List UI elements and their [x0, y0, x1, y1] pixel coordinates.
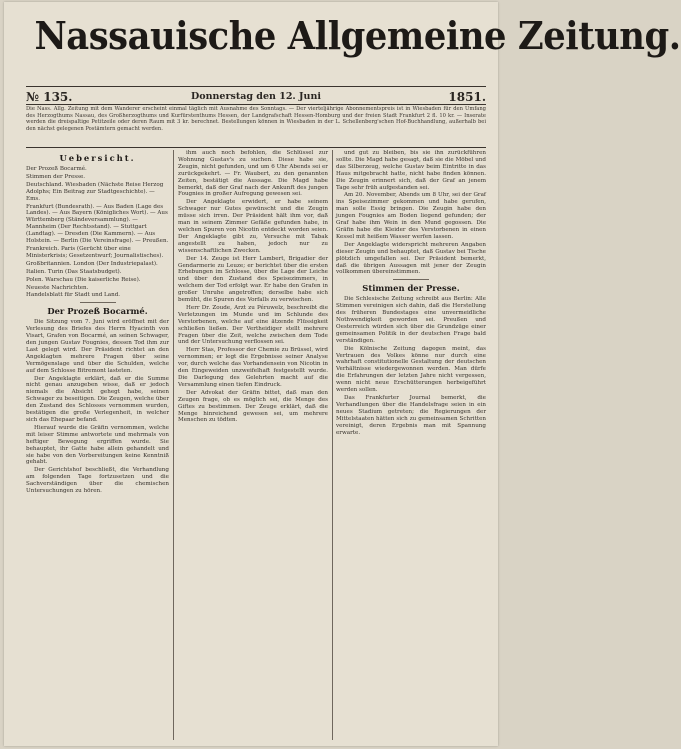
article-paragraph: Das Frankfurter Journal bemerkt, die Verhandlungen über die Handelsfrage seien in ein neues Stadium getreten; die Regierungen der Mittelstaaten hätten sich zu gemeinsamen Schritten vereinigt, deren Ergebnis man mit Spannung erwarte.: [336, 395, 486, 436]
overview-title: Uebersicht.: [59, 153, 136, 163]
article-paragraph: Am 20. November, Abends um 8 Uhr, sei der Graf ins Speisezimmer gekommen und habe gerufen, man solle Essig bringen. Die Zeugin habe den jungen Fougnies am Boden liegend gefunden; der Graf habe ihm Wein in den Mund gegossen. Die Gräfin habe die Kleider des Verstorbenen in einen Kessel mit heißem Wasser werfen lassen.: [336, 192, 486, 240]
toc-item: Stimmen der Presse.: [26, 173, 86, 180]
article-paragraph: Der Angeklagte erwidert, er habe seinem Schwager nur Gutes gewünscht und die Zeugin müsse sich irren. Der Präsident hält ihm vor, daß man in seinem Zimmer Gefäße gefunden habe, in welchen Spuren von Nicotin entdeckt worden seien. Der Angeklagte gibt zu, Versuche mit Tabak angestellt zu haben, jedoch nur zu wissenschaftlichen Zwecken.: [178, 199, 328, 254]
issue-date: Donnerstag den 12. Juni: [191, 91, 321, 102]
columns-rule: [26, 147, 486, 148]
article-title-bocarme: Der Prozeß Bocarmé.: [47, 306, 148, 317]
toc-item: Deutschland. Wiesbaden (Nächste Reise Herzog Adolphs; Ein Beitrag zur Stadtgeschichte). — Ems.: [26, 181, 164, 202]
article-paragraph: Die Schlesische Zeitung schreibt aus Berlin: Alle Stimmen vereinigen sich dahin, daß die Herstellung des früheren Bundestages eine unvermeidliche Nothwendigkeit geworden sei. Preußen und Oesterreich würden sich über die Grundzüge einer gemeinsamen Politik in der deutschen Frage bald verständigen.: [336, 296, 486, 344]
toc-item: Neueste Nachrichten.: [26, 284, 89, 291]
newspaper-page: [4, 2, 681, 746]
article-paragraph: Herr Dr. Zoude, Arzt zu Péruwelz, beschreibt die Verletzungen im Munde und im Schlunde des Verstorbenen, welche auf eine ätzende Flüssigkeit schließen ließen. Der Vertheidiger stellt mehrere Fragen über die Zeit, welche zwischen dem Tode und der Untersuchung verflossen sei.: [178, 304, 328, 346]
column-separator-2: [332, 150, 333, 740]
article-paragraph: Der Angeklagte widerspricht mehreren Angaben dieser Zeugin und behauptet, daß Gustav bei Tische plötzlich umgefallen sei. Der Präsident bemerkt, daß die übrigen Aussagen mit jener der Zeugin vollkommen übereinstimmen.: [336, 241, 486, 276]
column-separator-1: [173, 150, 174, 740]
toc-item: Der Prozeß Bocarmé.: [26, 166, 87, 172]
article-title-press: Stimmen der Presse.: [362, 283, 460, 294]
column-1: [26, 150, 169, 740]
article-paragraph: und gut zu bleiben, bis sie ihn zurückführen sollte. Die Magd habe gesagt, daß sie die Möbel und das Silberzeug, welche Gustav beim Eintritte in das Haus mitgebracht hatte, nicht habe finden können. Die Zeugin erinnert sich, daß der Graf an jenem Tage sehr früh aufgestanden sei.: [336, 150, 486, 191]
issue-number: № 135.: [26, 90, 73, 104]
article-paragraph: ihm auch noch befohlen, die Schlüssel zur Wohnung Gustav's zu suchen. Diese habe sie, Zeugin, nicht gefunden, und um 6 Uhr Abends sei er zurückgekehrt. — Fr. Waubert, zu den genannten Zeiten, bestätigt die Aussage. Die Magd habe bemerkt, daß der Graf nach der Ankunft des jungen Fougnies in großer Aufregung gewesen sei.: [178, 150, 328, 198]
article-paragraph: Herr Stas, Professor der Chemie zu Brüssel, wird vernommen; er legt die Ergebnisse seiner Analyse vor, durch welche das Vorhandensein von Nicotin in den Eingeweiden unzweifelhaft festgestellt wurde. Die Darlegung des Gelehrten macht auf die Versammlung einen tiefen Eindruck.: [178, 347, 328, 388]
toc-item: Großbritannien. London (Der Industriepalast).: [26, 260, 158, 267]
toc-list: [26, 166, 169, 299]
article-paragraph: Der Gerichtshof beschließt, die Verhandlung am folgenden Tage fortzusetzen und die Sachverständigen über die chemischen Untersuchungen zu hören.: [26, 467, 169, 495]
toc-item: Frankfurt (Bundesrath). — Aus Baden (Lage des Landes). — Aus Bayern (Königliches Wort). — Aus Württemberg (Ständeversammlung). — Mannheim (Der Rechtsstand). — Stuttgart (Landtag). — Dresden (Die Kammern). — Aus Holstein. — Berlin (Die Vereinsfrage). — Preußen.: [26, 203, 169, 245]
subscription-notice: Die Nass. Allg. Zeitung mit dem Wanderer erscheint einmal täglich mit Ausnahme des Sonntags. — Der vierteljährige Abonnementspreis ist in Wiesbaden für den Umfang des Herzogthums Nassau, des Großherzogthums und Kurfürstenthums Hessen, der Landgrafschaft Hessen-Homburg und der freien Stadt Frankfurt 2 fl. 10 kr. — Inserate werden die dreispaltige Petitzeile oder deren Raum mit 3 kr. berechnet. Bestellungen können in Wiesbaden in der L. Schellenberg'schen Hof-Buchhandlung, außerhalb bei den nächst gelegenen Postämtern gemacht werden.: [26, 106, 486, 132]
column-2: [178, 150, 328, 740]
issue-line: [26, 90, 486, 104]
article-paragraph: Der Angeklagte erklärt, daß er die Summe nicht genau anzugeben wisse, daß er jedoch niemals die Absicht gehegt habe, seinen Schwager zu beseitigen. Die Zeugen, welche über den Zustand des Schlosses vernommen wurden, bestätigen die große Verlegenheit, in welcher sich das Ehepaar befand.: [26, 375, 169, 423]
toc-item: Polen. Warschau (Die kaiserliche Reise).: [26, 276, 141, 283]
toc-item: Handelsblatt für Stadt und Land.: [26, 292, 121, 299]
toc-item: Italien. Turin (Das Staatsbudget).: [26, 268, 122, 275]
column-3: [336, 150, 486, 740]
article-paragraph: Hierauf wurde die Gräfin vernommen, welche mit leiser Stimme antwortete und mehrmals von heftiger Bewegung ergriffen wurde. Sie behauptet, ihr Gatte habe allein gehandelt und sie habe von den Vorbereitungen keine Kenntniß gehabt.: [26, 424, 169, 466]
masthead-title: Nassauische Allgemeine Zeitung.: [34, 13, 681, 58]
issue-year: 1851.: [448, 90, 486, 104]
article-paragraph: Die Kölnische Zeitung dagegen meint, das Vertrauen des Volkes könne nur durch eine wahrhaft constitutionelle Gestaltung der deutschen Verhältnisse wiedergewonnen werden. Man dürfe die Erfahrungen der letzten Jahre nicht vergessen, wenn nicht neue Erschütterungen herbeigeführt werden sollen.: [336, 345, 486, 394]
section-divider: [393, 279, 429, 280]
article-paragraph: Der Advokat der Gräfin bittet, daß man den Zeugen frage, ob es möglich sei, die Menge des Giftes zu bestimmen. Der Zeuge erklärt, daß die Menge hinreichend gewesen sei, um mehrere Menschen zu tödten.: [178, 389, 328, 424]
toc-item: Frankreich. Paris (Gerücht über eine Ministerkrisis; Gesetzentwurf; Journalistisches).: [26, 245, 164, 259]
masthead-rule-bottom: [26, 104, 486, 105]
section-divider: [80, 302, 116, 303]
masthead-rule-top: [26, 86, 486, 87]
article-paragraph: Der 14. Zeuge ist Herr Lambert, Brigadier der Gendarmerie zu Leuze; er berichtet über die ersten Erhebungen im Schlosse, über die Lage der Leiche und über den Zustand des Speisezimmers, in welchem der Tod erfolgt war. Er habe den Grafen in großer Unruhe angetroffen; derselbe habe sich bemüht, die Spuren des Vorfalls zu verwischen.: [178, 255, 328, 304]
article-paragraph: Die Sitzung vom 7. Juni wird eröffnet mit der Verlesung des Briefes des Herrn Hyacinth von Visart, Grafen von Bocarmé, an seinen Schwager, den jungen Gustav Fougnies, dessen Tod ihm zur Last gelegt wird. Der Präsident richtet an den Angeklagten mehrere Fragen über seine Vermögenslage und über die Schulden, welche auf dem Schlosse Bitremont lasteten.: [26, 319, 169, 374]
